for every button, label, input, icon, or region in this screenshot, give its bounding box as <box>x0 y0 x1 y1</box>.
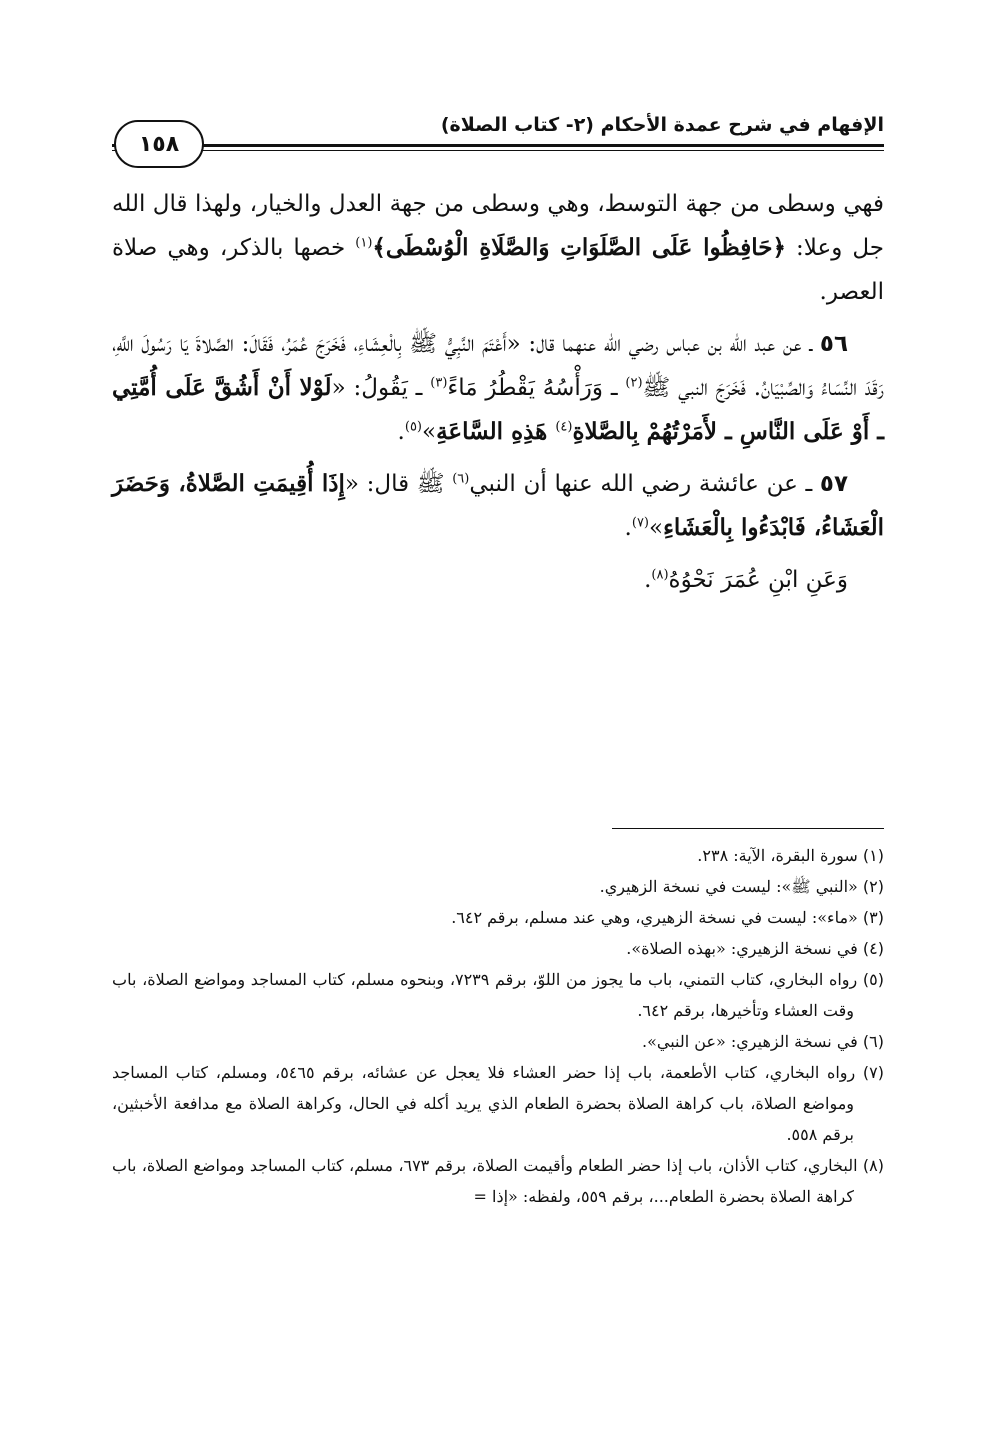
footnote-ref: (٣) <box>430 375 448 391</box>
footnote-number: (٢) <box>862 877 884 896</box>
footnote-text: «ماء»: ليست في نسخة الزهيري، وهي عند مسلم، برقم ٦٤٢. <box>451 908 863 927</box>
footnote-number: (٤) <box>862 939 884 958</box>
footnote-4 <box>112 933 884 964</box>
footnote-number: (٦) <box>862 1032 884 1051</box>
footnote-number: (٥) <box>862 970 884 989</box>
hadith-number: ٥٧ <box>819 471 848 497</box>
main-text <box>112 182 884 610</box>
text-run: » <box>422 419 437 445</box>
footnote-6 <box>112 1026 884 1057</box>
text-run: ـ عن عبد الله بن عباس رضي الله عنهما قال: «أَعْتَمَ النَّبِيُّ ﷺ بِالْعِشَاءِ، فَخَرَجَ عُمَرُ، فَقَالَ: الصَّلاةَ يَا رَسُولَ اللَّهِ، رَقَدَ النِّسَاءُ وَالصِّبْيَانُ. فَخَرَجَ النبي ﷺ <box>112 331 884 401</box>
footnote-2 <box>112 871 884 902</box>
footnote-ref: (٧) <box>631 515 649 531</box>
footnote-text: في نسخة الزهيري: «عن النبي». <box>642 1032 863 1051</box>
running-title: الإفهام في شرح عمدة الأحكام (٢- كتاب الصلاة) <box>440 114 884 136</box>
footnote-ref: (٤) <box>555 419 573 435</box>
text-run: خصها بالذكر، وهي صلاة العصر. <box>112 235 884 305</box>
footnote-3 <box>112 902 884 933</box>
header-rule-thick <box>112 144 884 147</box>
header-rule-thin <box>112 150 884 151</box>
text-run: » <box>649 515 664 541</box>
footnote-7 <box>112 1057 884 1150</box>
footnote-text: رواه البخاري، كتاب الأطعمة، باب إذا حضر العشاء فلا يعجل عن عشائه، برقم ٥٤٦٥، ومسلم، كتاب المساجد ومواضع الصلاة، باب كراهة الصلاة بحضرة الطعام الذي يريد أكله في الحال، وكراهة الصلاة مع مدافعة الأخبثين، برقم ٥٥٨. <box>112 1063 863 1144</box>
footnote-text: سورة البقرة، الآية: ٢٣٨. <box>697 846 863 865</box>
footnote-number: (٧) <box>862 1063 884 1082</box>
footnote-text: رواه البخاري، كتاب التمني، باب ما يجوز من اللوّ، برقم ٧٢٣٩، وبنحوه مسلم، كتاب المساجد ومواضع الصلاة، باب وقت العشاء وتأخيرها، برقم ٦٤٢. <box>112 970 863 1020</box>
paragraph-ibn-umar <box>112 558 884 602</box>
footnote-number: (٣) <box>862 908 884 927</box>
footnote-text: البخاري، كتاب الأذان، باب إذا حضر الطعام وأقيمت الصلاة، برقم ٦٧٣، مسلم، كتاب المساجد ومواضع الصلاة، باب كراهة الصلاة بحضرة الطعام...، برقم ٥٥٩، ولفظه: «إذا = <box>112 1156 863 1206</box>
footnote-8 <box>112 1150 884 1212</box>
footnote-number: (١) <box>862 846 884 865</box>
page-number: ١٥٨ <box>114 120 204 168</box>
hadith-text-bold: إِذَا أُقِيمَتِ الصَّلاةُ، وَحَضَرَ الْعَشَاءُ، فَابْدَءُوا بِالْعَشَاءِ <box>112 470 884 541</box>
text-run: . <box>624 515 632 541</box>
footnote-separator <box>612 828 884 829</box>
text-run: ـ يَقُولُ: « <box>331 375 431 401</box>
footnotes <box>112 840 884 1212</box>
paragraph-intro <box>112 182 884 314</box>
text-run: . <box>644 567 652 593</box>
footnote-ref: (٥) <box>404 419 422 435</box>
hadith-number: ٥٦ <box>819 331 848 357</box>
footnote-5 <box>112 964 884 1026</box>
text-run: ـ عن عائشة رضي الله عنها أن النبي <box>469 471 820 497</box>
hadith-text-bold: هَذِهِ السَّاعَةِ <box>436 418 556 445</box>
footnote-ref: (٦) <box>452 471 470 487</box>
footnote-ref: (٨) <box>651 567 669 583</box>
footnote-number: (٨) <box>862 1156 884 1175</box>
footnote-text: في نسخة الزهيري: «بهذه الصلاة». <box>626 939 863 958</box>
footnote-ref: (٢) <box>625 375 643 391</box>
text-run: ﷺ قال: « <box>344 471 453 497</box>
quran-verse: ﴿حَافِظُوا عَلَى الصَّلَوَاتِ وَالصَّلَاةِ الْوُسْطَى﴾ <box>372 234 786 261</box>
hadith-text-bold: لَوْلا أَنْ أَشُقَّ عَلَى أُمَّتِي ـ أَوْ عَلَى النَّاسِ ـ لأَمَرْتُهُمْ بِالصَّلاةِ <box>112 374 884 445</box>
text-run: فهي وسطى من جهة التوسط، وهي وسطى من جهة العدل والخيار، ولهذا قال الله جل وعلا: <box>112 191 885 261</box>
text-run: . <box>397 419 405 445</box>
hadith-56 <box>112 322 884 454</box>
footnote-text: «النبي ﷺ»: ليست في نسخة الزهيري. <box>599 877 863 896</box>
text-run: ـ وَرَأْسُهُ يَقْطُرُ مَاءً <box>447 375 626 401</box>
page-header <box>112 108 884 168</box>
footnote-1 <box>112 840 884 871</box>
footnote-ref: (١) <box>355 235 373 251</box>
text-run: وَعَنِ ابْنِ عُمَرَ نَحْوُهُ <box>668 567 848 593</box>
hadith-57 <box>112 462 884 550</box>
